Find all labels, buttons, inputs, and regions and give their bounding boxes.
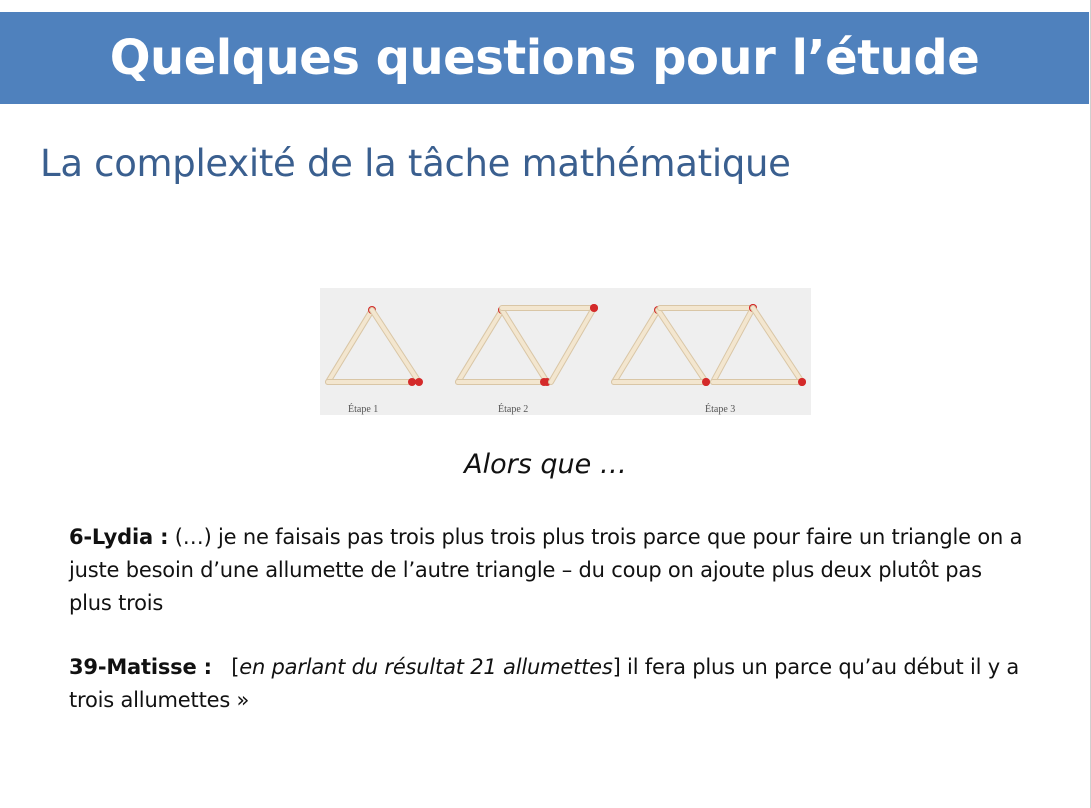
matchstick-head [408,378,416,386]
matchstick [614,310,658,382]
title-bar [0,12,1089,104]
matchstick-head [415,378,423,386]
matchstick-head [540,378,548,386]
slide-subtitle: La complexité de la tâche mathématique [40,142,791,185]
quote-speaker: 6-Lydia : [69,525,169,549]
quote-italic-aside: en parlant du résultat 21 allumettes [239,655,613,679]
slide-title: Quelques questions pour l’étude [109,30,980,86]
quote-matisse [69,651,1029,717]
stage-label-3: Étape 3 [705,404,736,415]
quote-prefix: [ [211,655,240,679]
matchstick [551,308,594,382]
matchstick-figure [320,288,811,415]
matchstick [458,310,502,382]
matchstick [502,310,547,382]
matchstick [328,310,372,382]
matchstick [753,308,802,382]
stage-label-2: Étape 2 [498,404,529,415]
quote-lydia [69,521,1029,620]
matchstick-triangles-image [320,288,811,415]
matchstick [713,308,753,382]
matchstick-head [590,304,598,312]
quote-text: ] il fera plus un parce qu’au début il y a trois allumettes » [69,655,1020,712]
matchstick [658,310,706,382]
quote-speaker: 39-Matisse : [69,655,212,679]
quote-text: (…) je ne faisais pas trois plus trois plus trois parce que pour faire un triangle on a juste besoin d’une allumette de l’autre triangle – du coup on ajoute plus deux plutôt pas plus trois [69,525,1023,615]
stage-label-1: Étape 1 [348,404,379,415]
transition-text: Alors que … [464,449,627,480]
matchstick-head [798,378,806,386]
matchstick-head [702,378,710,386]
matchstick [372,310,419,382]
